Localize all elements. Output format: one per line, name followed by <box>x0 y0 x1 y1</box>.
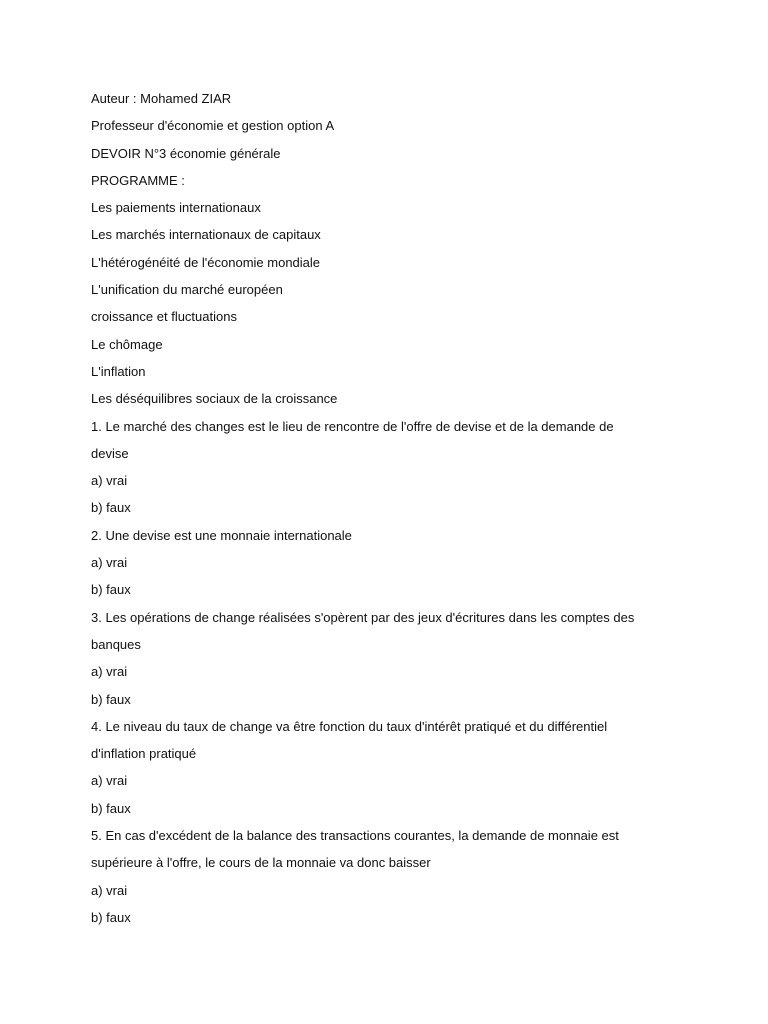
programme-item: Les déséquilibres sociaux de la croissance <box>91 391 338 407</box>
document-body <box>91 85 651 931</box>
question-4-option-a: a) vrai <box>91 773 128 789</box>
question-2-text: 2. Une devise est une monnaie internationale <box>91 527 352 543</box>
role-line: Professeur d'économie et gestion option A <box>91 118 335 134</box>
programme-item: L'unification du marché européen <box>91 282 283 298</box>
programme-item: croissance et fluctuations <box>91 309 237 325</box>
question-1-option-b: b) faux <box>91 500 131 516</box>
question-3-option-b: b) faux <box>91 691 131 707</box>
question-4-option-b: b) faux <box>91 800 131 816</box>
programme-item: Le chômage <box>91 336 163 352</box>
question-4-text: 4. Le niveau du taux de change va être fonction du taux d'intérêt pratiqué et du différentiel d'inflation pratiqué <box>91 718 608 762</box>
programme-item: Les marchés internationaux de capitaux <box>91 227 321 243</box>
question-5-option-b: b) faux <box>91 909 131 925</box>
question-1-text: 1. Le marché des changes est le lieu de rencontre de l'offre de devise et de la demande de devise <box>91 418 614 461</box>
question-3-text: 3. Les opérations de change réalisées s'opèrent par des jeux d'écritures dans les comptes des banques <box>91 609 635 652</box>
question-5-option-a: a) vrai <box>91 882 128 898</box>
programme-item: L'hétérogénéité de l'économie mondiale <box>91 254 321 270</box>
programme-heading: PROGRAMME : <box>91 172 185 188</box>
question-3-option-a: a) vrai <box>91 664 128 680</box>
programme-item: L'inflation <box>91 363 146 379</box>
question-1-option-a: a) vrai <box>91 473 128 489</box>
question-2-option-a: a) vrai <box>91 555 128 571</box>
programme-item: Les paiements internationaux <box>91 200 261 216</box>
question-2-option-b: b) faux <box>91 582 131 598</box>
question-5-text: 5. En cas d'excédent de la balance des transactions courantes, la demande de monnaie est supérieure à l'offre, le cours de la monnaie va donc baisser <box>91 828 619 871</box>
assignment-title: DEVOIR N°3 économie générale <box>91 145 281 161</box>
author-line: Auteur : Mohamed ZIAR <box>91 91 232 106</box>
